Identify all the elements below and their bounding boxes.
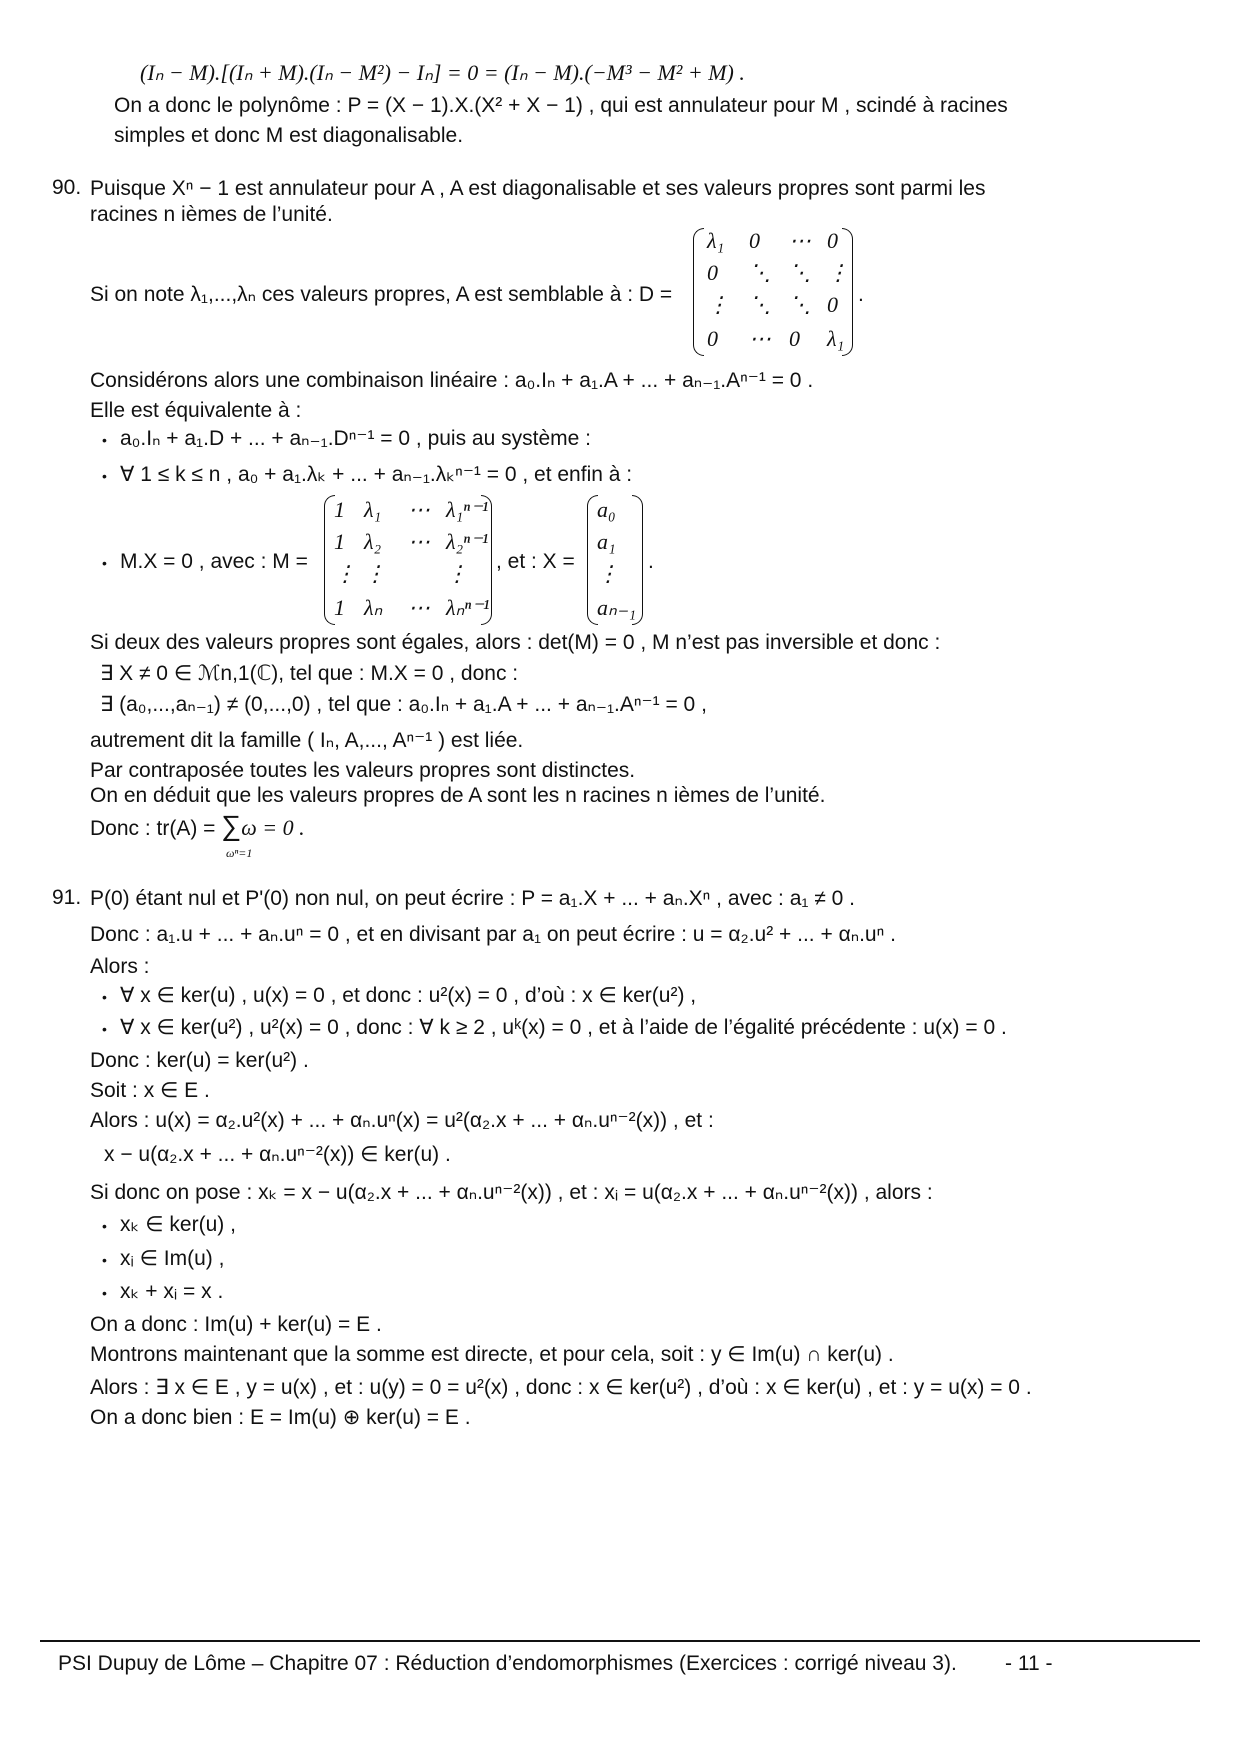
matrix-entry: λ₁ (827, 326, 845, 351)
page-number: - 11 - (1005, 1652, 1053, 1675)
bullet: • (102, 1218, 107, 1234)
matrix-M (324, 495, 492, 625)
text-line: Puisque Xⁿ − 1 est annulateur pour A , A est diagonalisable et ses valeurs propres sont parmi les (90, 177, 986, 200)
matrix-entry: 0 (827, 292, 838, 317)
text-line: Si deux des valeurs propres sont égales, alors : det(M) = 0 , M n’est pas inversible et donc : (90, 631, 941, 654)
vector-end-dot: . (648, 550, 654, 573)
matrix-entry: aₙ₋₁ (597, 595, 637, 620)
text-line: Donc : ker(u) = ker(u²) . (90, 1049, 309, 1072)
bullet: • (102, 989, 107, 1005)
text-line: Par contraposée toutes les valeurs propres sont distinctes. (90, 759, 636, 782)
matrix-entry: ⋯ (789, 228, 811, 253)
vector-X (587, 495, 643, 625)
matrix-entry: ⋯ (408, 497, 430, 522)
bullet: • (102, 432, 107, 448)
exercise-number: 91. (52, 886, 82, 909)
matrix-entry: ⋱ (749, 292, 771, 317)
matrix-entry: 1 (334, 529, 345, 554)
text-line: ∃ (a₀,...,aₙ₋₁) ≠ (0,...,0) , tel que : a₀.Iₙ + a₁.A + ... + aₙ₋₁.Aⁿ⁻¹ = 0 , (100, 693, 707, 716)
matrix-entry: a₀ (597, 497, 616, 522)
bullet: • (102, 555, 107, 571)
matrix-entry: 1 (334, 595, 345, 620)
text-line: On en déduit que les valeurs propres de A sont les n racines n ièmes de l’unité. (90, 784, 826, 807)
bullet-text: M.X = 0 , avec : M = (120, 550, 308, 573)
matrix-entry: λ₂ⁿ⁻¹ (446, 529, 489, 554)
matrix-entry: λ₂ (364, 529, 382, 554)
text-line: simples et donc M est diagonalisable. (114, 124, 464, 147)
bullet-text: ∀ 1 ≤ k ≤ n , a₀ + a₁.λₖ + ... + aₙ₋₁.λₖⁿ⁻¹ = 0 , et enfin à : (120, 463, 633, 486)
footer-text: PSI Dupuy de Lôme – Chapitre 07 : Réduction d’endomorphismes (Exercices : corrigé niveau 3). (58, 1652, 957, 1675)
sum-symbol: ∑ (221, 810, 242, 841)
matrix-entry: ⋱ (749, 260, 771, 285)
matrix-end-dot: . (858, 283, 864, 306)
text-line: On a donc bien : E = Im(u) ⊕ ker(u) = E . (90, 1406, 471, 1429)
text-line: racines n ièmes de l’unité. (90, 203, 333, 226)
bullet-text: xₖ + xᵢ = x . (120, 1280, 224, 1303)
matrix-entry: ⋯ (408, 595, 430, 620)
matrix-entry: 0 (707, 260, 718, 285)
matrix-entry: ⋮ (446, 561, 468, 586)
text-line: Montrons maintenant que la somme est directe, et pour cela, soit : y ∈ Im(u) ∩ ker(u) . (90, 1343, 894, 1366)
footer-rule (40, 1640, 1200, 1642)
text-line: Considérons alors une combinaison linéaire : a₀.Iₙ + a₁.A + ... + aₙ₋₁.Aⁿ⁻¹ = 0 . (90, 369, 814, 392)
matrix-entry: 0 (789, 326, 800, 351)
text-line: autrement dit la famille ( Iₙ, A,..., Aⁿ⁻¹ ) est liée. (90, 729, 524, 752)
matrix-entry: ⋮ (364, 561, 386, 586)
matrix-D (693, 228, 853, 356)
text-line: Elle est équivalente à : (90, 399, 302, 422)
text-line: ∃ X ≠ 0 ∈ ℳn,1(ℂ), tel que : M.X = 0 , donc : (100, 662, 519, 685)
bullet-text: , et : X = (496, 550, 575, 573)
text-line: Alors : u(x) = α₂.u²(x) + ... + αₙ.uⁿ(x) = u²(α₂.x + ... + αₙ.uⁿ⁻²(x)) , et : (90, 1109, 714, 1132)
matrix-entry: ⋱ (789, 292, 811, 317)
matrix-entry: 0 (707, 326, 718, 351)
matrix-entry: 0 (827, 228, 838, 253)
bullet-text: ∀ x ∈ ker(u²) , u²(x) = 0 , donc : ∀ k ≥ 2 , uᵏ(x) = 0 , et à l’aide de l’égalité précédente : u(x) = 0 . (120, 1016, 1007, 1039)
matrix-entry: ⋮ (597, 561, 619, 586)
matrix-entry: ⋯ (408, 529, 430, 554)
matrix-entry: λ₁ⁿ⁻¹ (446, 497, 489, 522)
bullet-text: ∀ x ∈ ker(u) , u(x) = 0 , et donc : u²(x) = 0 , d’où : x ∈ ker(u²) , (120, 984, 697, 1007)
bullet-text: xₖ ∈ ker(u) , (120, 1213, 236, 1236)
matrix-entry: λ₁ (707, 228, 725, 253)
text-line: Si on note λ₁,...,λₙ ces valeurs propres, A est semblable à : D = (90, 283, 673, 306)
matrix-entry: ⋮ (334, 561, 356, 586)
bullet-text: xᵢ ∈ Im(u) , (120, 1247, 225, 1270)
text-line: On a donc le polynôme : P = (X − 1).X.(X² + X − 1) , qui est annulateur pour M , scindé à racines (114, 94, 1008, 117)
matrix-entry: ⋮ (827, 260, 849, 285)
bullet: • (102, 1252, 107, 1268)
equation-line: (Iₙ − M).[(Iₙ + M).(Iₙ − M²) − Iₙ] = 0 = (Iₙ − M).(−M³ − M² + M) . (140, 60, 745, 85)
exercise-number: 90. (52, 176, 82, 199)
bullet-text: a₀.Iₙ + a₁.D + ... + aₙ₋₁.Dⁿ⁻¹ = 0 , puis au système : (120, 427, 591, 450)
text-line: Soit : x ∈ E . (90, 1079, 210, 1102)
matrix-entry: a₁ (597, 529, 616, 554)
matrix-entry: 1 (334, 497, 345, 522)
text-line: On a donc : Im(u) + ker(u) = E . (90, 1313, 382, 1336)
bullet: • (102, 1021, 107, 1037)
text-line: Si donc on pose : xₖ = x − u(α₂.x + ... + αₙ.uⁿ⁻²(x)) , et : xᵢ = u(α₂.x + ... + αₙ.uⁿ⁻²(x)) , alors : (90, 1181, 933, 1204)
matrix-entry: λ₁ (364, 497, 382, 522)
sum-index: ωⁿ=1 (226, 846, 253, 860)
text-line: Alors : ∃ x ∈ E , y = u(x) , et : u(y) = 0 = u²(x) , donc : x ∈ ker(u²) , d’où : x ∈ ker(u) , et : y = u(x) = 0 . (90, 1376, 1032, 1399)
text-line: P(0) étant nul et P'(0) non nul, on peut écrire : P = a₁.X + ... + aₙ.Xⁿ , avec : a₁ ≠ 0 . (90, 887, 856, 910)
matrix-entry: ⋱ (789, 260, 811, 285)
text-line: Alors : (90, 955, 150, 978)
matrix-entry: ⋮ (707, 292, 729, 317)
matrix-entry: λₙⁿ⁻¹ (446, 595, 490, 620)
matrix-entry: ⋯ (749, 326, 771, 351)
trace-line: Donc : tr(A) = ∑ω = 0 . (90, 810, 305, 841)
text-line: Donc : a₁.u + ... + aₙ.uⁿ = 0 , et en divisant par a₁ on peut écrire : u = α₂.u² + ... + αₙ.uⁿ . (90, 923, 896, 946)
matrix-entry: 0 (749, 228, 760, 253)
bullet: • (102, 468, 107, 484)
bullet: • (102, 1285, 107, 1301)
text-line: x − u(α₂.x + ... + αₙ.uⁿ⁻²(x)) ∈ ker(u) . (104, 1143, 451, 1166)
matrix-entry: λₙ (364, 595, 383, 620)
